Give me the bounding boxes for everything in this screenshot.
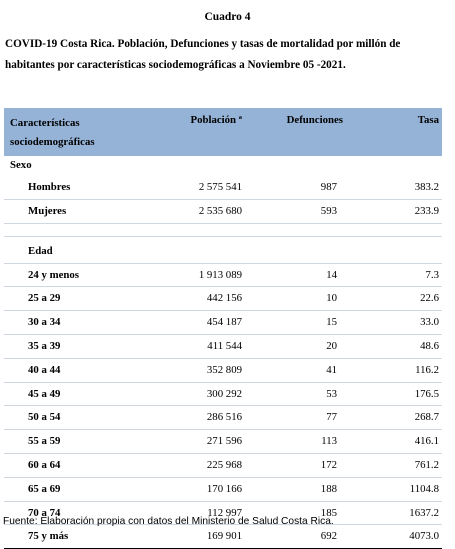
table-row (4, 478, 442, 502)
table-row (4, 264, 442, 288)
header-caracteristicas-line1: Características (10, 117, 80, 129)
defunciones-cell: 692 (320, 530, 337, 543)
row-label: 24 y menos (28, 268, 79, 281)
table-row (4, 200, 442, 224)
row-label: 30 a 34 (28, 316, 61, 329)
poblacion-cell: 286 516 (206, 411, 242, 424)
tasa-cell: 1637.2 (409, 506, 439, 519)
poblacion-cell: 454 187 (206, 316, 242, 329)
table-row (4, 430, 442, 454)
row-label: 25 a 29 (28, 292, 61, 305)
poblacion-cell: 225 968 (206, 458, 242, 471)
defunciones-cell: 593 (320, 204, 337, 217)
row-label: 50 a 54 (28, 411, 61, 424)
defunciones-cell: 172 (320, 458, 337, 471)
tasa-cell: 1104.8 (409, 482, 439, 495)
defunciones-cell: 53 (326, 387, 337, 400)
row-label: 40 a 44 (28, 363, 61, 376)
row-label: 55 a 59 (28, 435, 61, 448)
tasa-cell: 761.2 (414, 458, 439, 471)
header-tasa: Tasa (417, 114, 439, 126)
defunciones-cell: 188 (320, 482, 337, 495)
defunciones-cell: 15 (326, 316, 337, 329)
row-label: Hombres (28, 181, 71, 193)
sexo-rows (4, 176, 442, 224)
tasa-cell: 116.2 (415, 363, 439, 376)
table-row (4, 525, 442, 549)
defunciones-cell: 987 (320, 181, 337, 193)
defunciones-cell: 185 (320, 506, 337, 519)
source-note: Fuente: Elaboración propia con datos del Ministerio de Salud Costa Rica. (3, 516, 334, 527)
table-row (4, 176, 442, 200)
poblacion-cell: 170 166 (206, 482, 242, 495)
header-defunciones: Defunciones (286, 114, 343, 126)
table-number: Cuadro 4 (204, 11, 251, 23)
row-label: 60 a 64 (28, 458, 61, 471)
header-poblacion: Población ª (190, 114, 242, 126)
poblacion-cell: 442 156 (206, 292, 242, 305)
tasa-cell: 4073.0 (409, 530, 439, 543)
table-row (4, 311, 442, 335)
table-row (4, 335, 442, 359)
poblacion-cell: 411 544 (207, 339, 242, 352)
tasa-cell: 22.6 (420, 292, 439, 305)
table-row (4, 454, 442, 478)
table-row (4, 383, 442, 407)
section-edad-label: Edad (28, 244, 53, 257)
defunciones-cell: 20 (326, 339, 337, 352)
defunciones-cell: 10 (326, 292, 337, 305)
tasa-cell: 383.2 (414, 181, 439, 193)
row-label: 70 a 74 (28, 506, 61, 519)
section-spacer (4, 224, 442, 237)
tasa-cell: 7.3 (425, 268, 439, 281)
data-table (4, 108, 442, 549)
row-label: 75 y más (28, 530, 69, 543)
table-row (4, 406, 442, 430)
tasa-cell: 416.1 (414, 435, 439, 448)
poblacion-cell: 1 913 089 (198, 268, 242, 281)
section-sexo-label: Sexo (10, 159, 32, 171)
defunciones-cell: 113 (321, 435, 337, 448)
defunciones-cell: 14 (326, 268, 337, 281)
table-title: COVID-19 Costa Rica. Población, Defunciones y tasas de mortalidad por millón de habitantes por características sociodemográficas a Noviembre 05 -2021. (5, 38, 401, 71)
row-label: 45 a 49 (28, 387, 61, 400)
poblacion-cell: 2 575 541 (198, 181, 242, 193)
table-header (4, 108, 442, 156)
tasa-cell: 176.5 (414, 387, 439, 400)
defunciones-cell: 41 (326, 363, 337, 376)
row-label: 35 a 39 (28, 339, 61, 352)
section-sexo (4, 156, 442, 176)
tasa-cell: 268.7 (414, 411, 439, 424)
poblacion-cell: 352 809 (206, 363, 242, 376)
poblacion-cell: 2 535 680 (198, 204, 242, 217)
table-row (4, 287, 442, 311)
poblacion-cell: 112 997 (207, 506, 242, 519)
poblacion-cell: 271 596 (206, 435, 242, 448)
row-label: Mujeres (28, 204, 67, 217)
poblacion-cell: 169 901 (206, 530, 242, 543)
defunciones-cell: 77 (326, 411, 337, 424)
section-edad (4, 237, 442, 264)
row-label: 65 a 69 (28, 482, 61, 495)
tasa-cell: 48.6 (420, 339, 439, 352)
header-caracteristicas-line2: sociodemográficas (10, 136, 95, 148)
table-row (4, 359, 442, 383)
tasa-cell: 33.0 (420, 316, 439, 329)
edad-rows (4, 264, 442, 549)
tasa-cell: 233.9 (414, 204, 439, 217)
poblacion-cell: 300 292 (206, 387, 242, 400)
